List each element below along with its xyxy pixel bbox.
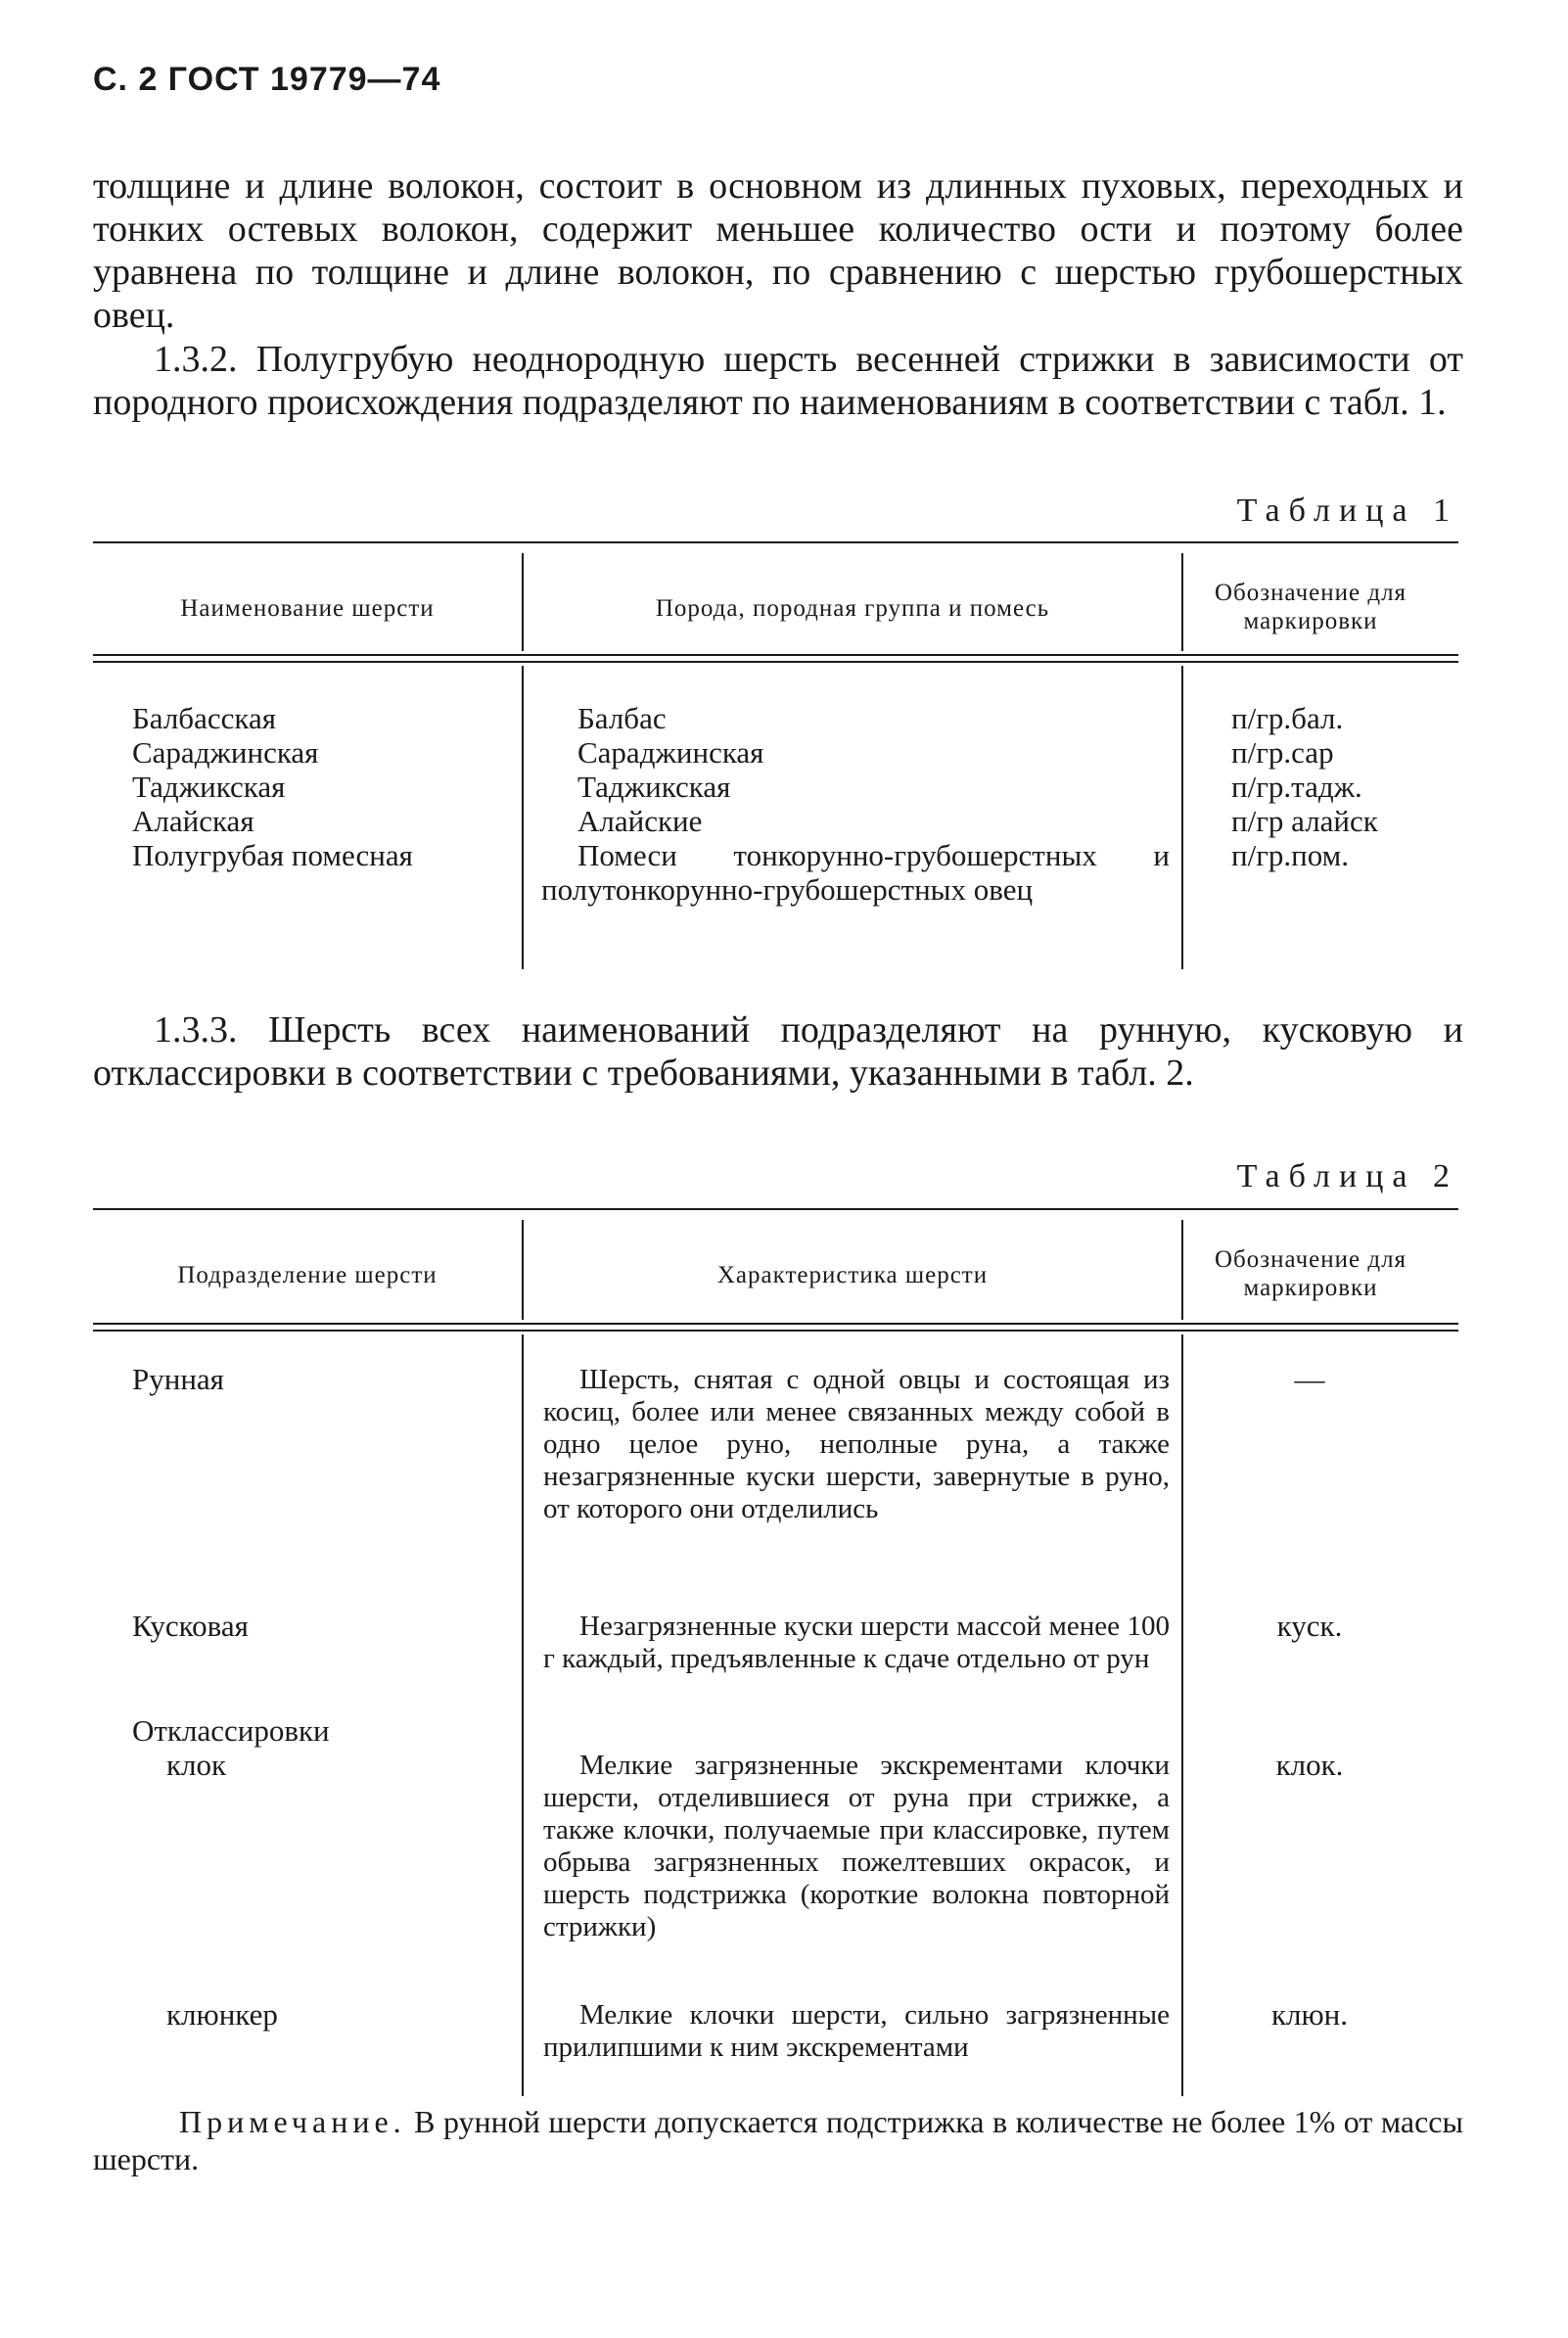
table-2-row-3-name: Отклассировки	[132, 1713, 330, 1748]
table-2-header-name: Подразделение шерсти	[177, 1262, 438, 1288]
table-1-row-3-breed: Таджикская	[577, 770, 731, 804]
table-2-row-1-code: —	[1294, 1362, 1325, 1396]
table-1-row-4-name: Алайская	[132, 804, 254, 838]
table-2-row-1-name: Рунная	[132, 1362, 224, 1396]
paragraph-continuation: толщине и длине волокон, состоит в основном из длинных пуховых, переходных и тонких остевых волокон, содержит меньшее количество ости и поэтому более уравнена по толщине и длине волокон, по сравнению с шерстью грубошерстных овец.	[93, 165, 1463, 336]
table-1-row-1-code: п/гр.бал.	[1231, 701, 1344, 735]
table-1-row-4-breed: Алайские	[577, 804, 703, 838]
table-1-top-rule	[93, 541, 1458, 543]
table-2-row-2-desc: Незагрязненные куски шерсти массой менее 100 г каждый, предъявленные к сдаче отдельно от рун	[543, 1611, 1170, 1674]
table-1-body-divider-2	[1181, 666, 1183, 969]
table-1-row-1-breed: Балбас	[577, 701, 667, 735]
table-2-top-rule	[93, 1208, 1458, 1210]
table-2-row-5-code: клюн.	[1270, 1997, 1349, 2032]
table-2-row-2-name: Кусковая	[132, 1609, 249, 1643]
table-1-header-rule-b	[93, 661, 1458, 663]
table-2-row-4-name: клок	[166, 1748, 227, 1782]
table-2-row-4-desc: Мелкие загрязненные экскрементами клочки шерсти, отделившиеся от руна при стрижке, а также клочки, получаемые при классировке, путем обрыва загрязненных пожелтевших окрасок, и шерсть подстрижка (короткие волокна повторной стрижки)	[543, 1750, 1170, 1942]
table-1-row-2-breed: Сараджинская	[577, 735, 764, 770]
table-1-row-4-code: п/гр алайск	[1231, 804, 1378, 838]
table-1-row-5-code: п/гр.пом.	[1231, 838, 1350, 872]
note-label: Примечание.	[179, 2104, 406, 2139]
table-1-header-rule-a	[93, 654, 1458, 656]
paragraph-1-3-2-text: 1.3.2. Полугрубую неоднородную шерсть весенней стрижки в зависимости от породного происхождения подразделяют по наименованиям в соответствии с табл. 1.	[93, 339, 1463, 423]
table-2-note	[93, 2103, 1463, 2177]
table-2-row-5-desc: Мелкие клочки шерсти, сильно загрязненные прилипшими к ним экскрементами	[543, 1999, 1170, 2063]
table-2-row-4-code: клок.	[1275, 1748, 1344, 1782]
table-2-header-desc: Характеристика шерсти	[716, 1262, 989, 1288]
table-1-header-breed: Порода, породная группа и помесь	[655, 595, 1050, 622]
table-2-row-5-name: клюнкер	[166, 1997, 278, 2032]
table-1-body-divider-1	[522, 666, 524, 969]
table-1-label: Таблица 1	[1236, 492, 1458, 529]
table-1-row-3-name: Таджикская	[132, 770, 286, 804]
table-2-label: Таблица 2	[1236, 1158, 1458, 1194]
table-2-header-code: Обозначение для маркировки	[1214, 1246, 1407, 1301]
table-2-body-divider-2	[1181, 1334, 1183, 2096]
page-header: С. 2 ГОСТ 19779—74	[93, 61, 441, 98]
table-2-body-divider-1	[522, 1334, 524, 2096]
table-1-header-code: Обозначение для маркировки	[1214, 580, 1407, 634]
table-2-header-rule-b	[93, 1330, 1458, 1332]
note-text: В рунной шерсти допускается подстрижка в количестве не более 1% от массы шерсти.	[93, 2104, 1464, 2176]
table-1-row-2-name: Сараджинская	[132, 735, 319, 770]
paragraph-1-3-3	[93, 1008, 1463, 1095]
table-1-row-5-name: Полугрубая помесная	[132, 838, 413, 872]
paragraph-1-3-2	[93, 338, 1463, 424]
table-1-row-3-code: п/гр.тадж.	[1231, 770, 1362, 804]
table-2-row-2-code: куск.	[1276, 1609, 1343, 1643]
table-2-row-1-desc: Шерсть, снятая с одной овцы и состоящая из косиц, более или менее связанных между собой в одно целое руно, неполные руна, а также незагрязненные куски шерсти, завернутые в руно, от которого они отделились	[543, 1364, 1170, 1524]
table-1-row-2-code: п/гр.сар	[1231, 735, 1334, 770]
table-1-header-name: Наименование шерсти	[180, 595, 435, 622]
table-1-row-1-name: Балбасская	[132, 701, 276, 735]
paragraph-1-3-3-text: 1.3.3. Шерсть всех наименований подразделяют на рунную, кусковую и отклассировки в соответствии с требованиями, указанными в табл. 2.	[93, 1009, 1463, 1094]
table-2-header-rule-a	[93, 1323, 1458, 1325]
table-1-row-5-breed: Помеси тонкорунно-грубошерстных и полутонкорунно-грубошерстных овец	[541, 838, 1170, 907]
